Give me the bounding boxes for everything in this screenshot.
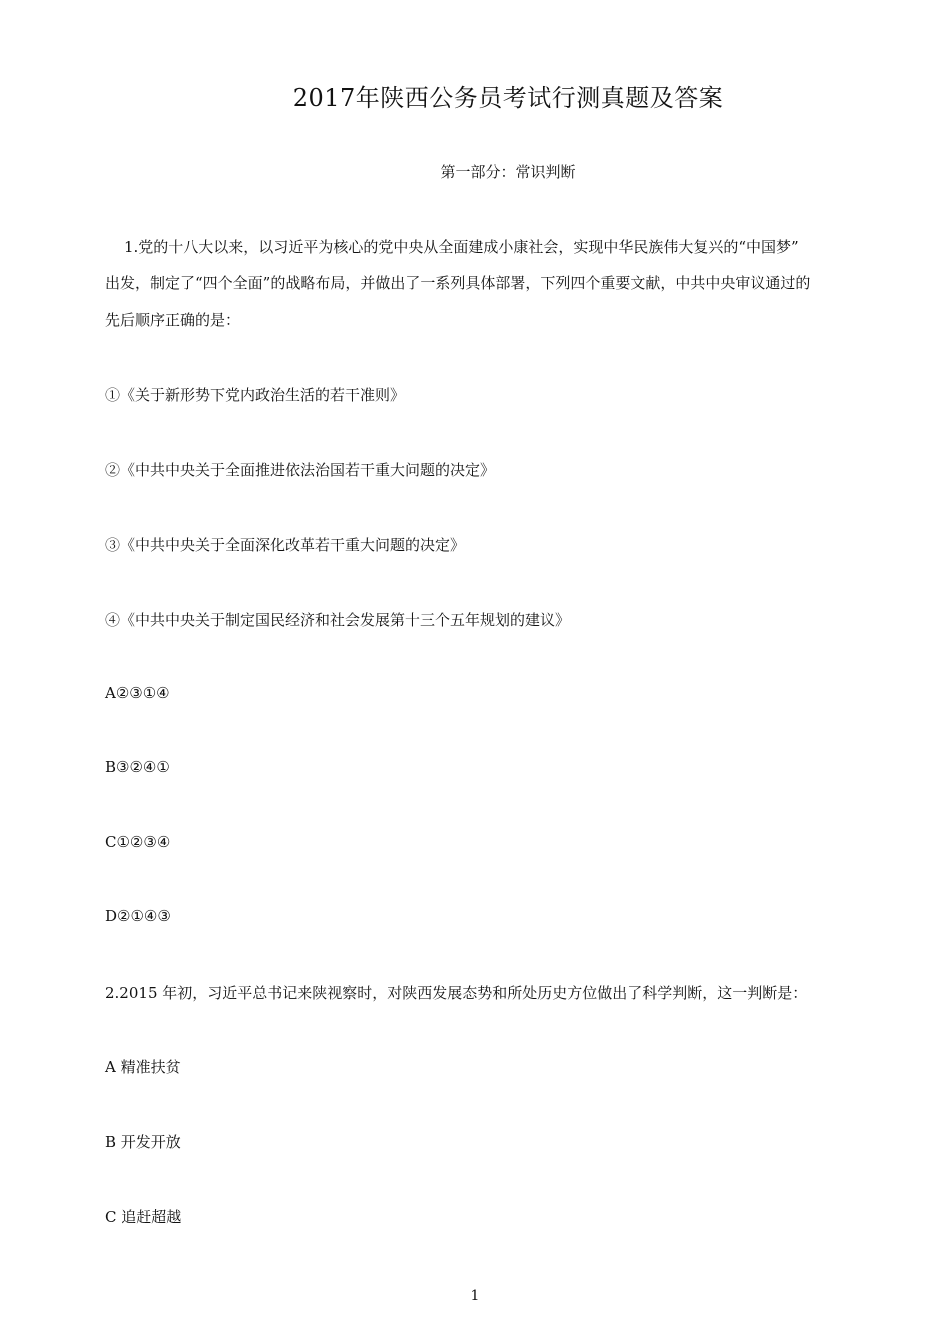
question-1-item-2: ②《中共中央关于全面推进依法治国若干重大问题的决定》 xyxy=(105,461,496,479)
question-1-option-c: C①②③④ xyxy=(105,833,171,851)
question-2-option-a: A 精准扶贫 xyxy=(105,1058,181,1076)
question-1-item-4: ④《中共中央关于制定国民经济和社会发展第十三个五年规划的建议》 xyxy=(105,611,571,629)
question-1-item-3: ③《中共中央关于全面深化改革若干重大问题的决定》 xyxy=(105,536,466,554)
question-1-option-a: A②③①④ xyxy=(105,684,170,702)
page-title: 2017年陕西公务员考试行测真题及答案 xyxy=(292,84,724,112)
question-2-stem: 2.2015 年初，习近平总书记来陕视察时，对陕西发展态势和所处历史方位做出了科学判断，这一判断是： xyxy=(105,984,808,1002)
question-1-stem-line-1: 1.党的十八大以来，以习近平为核心的党中央从全面建成小康社会，实现中华民族伟大复兴的“中国梦” xyxy=(124,238,799,256)
question-1-option-d: D②①④③ xyxy=(105,907,171,925)
question-2-option-b: B 开发开放 xyxy=(105,1133,181,1151)
question-1-stem-line-3: 先后顺序正确的是： xyxy=(105,311,241,329)
question-2-option-c: C 追赶超越 xyxy=(105,1208,182,1226)
question-1-option-b: B③②④① xyxy=(105,758,170,776)
page-number: 1 xyxy=(470,1288,480,1304)
question-1-item-1: ①《关于新形势下党内政治生活的若干准则》 xyxy=(105,386,406,404)
question-1-stem-line-2: 出发，制定了“四个全面”的战略布局，并做出了一系列具体部署，下列四个重要文献，中共中央审议通过的 xyxy=(105,274,811,292)
section-title: 第一部分：常识判断 xyxy=(440,163,576,181)
